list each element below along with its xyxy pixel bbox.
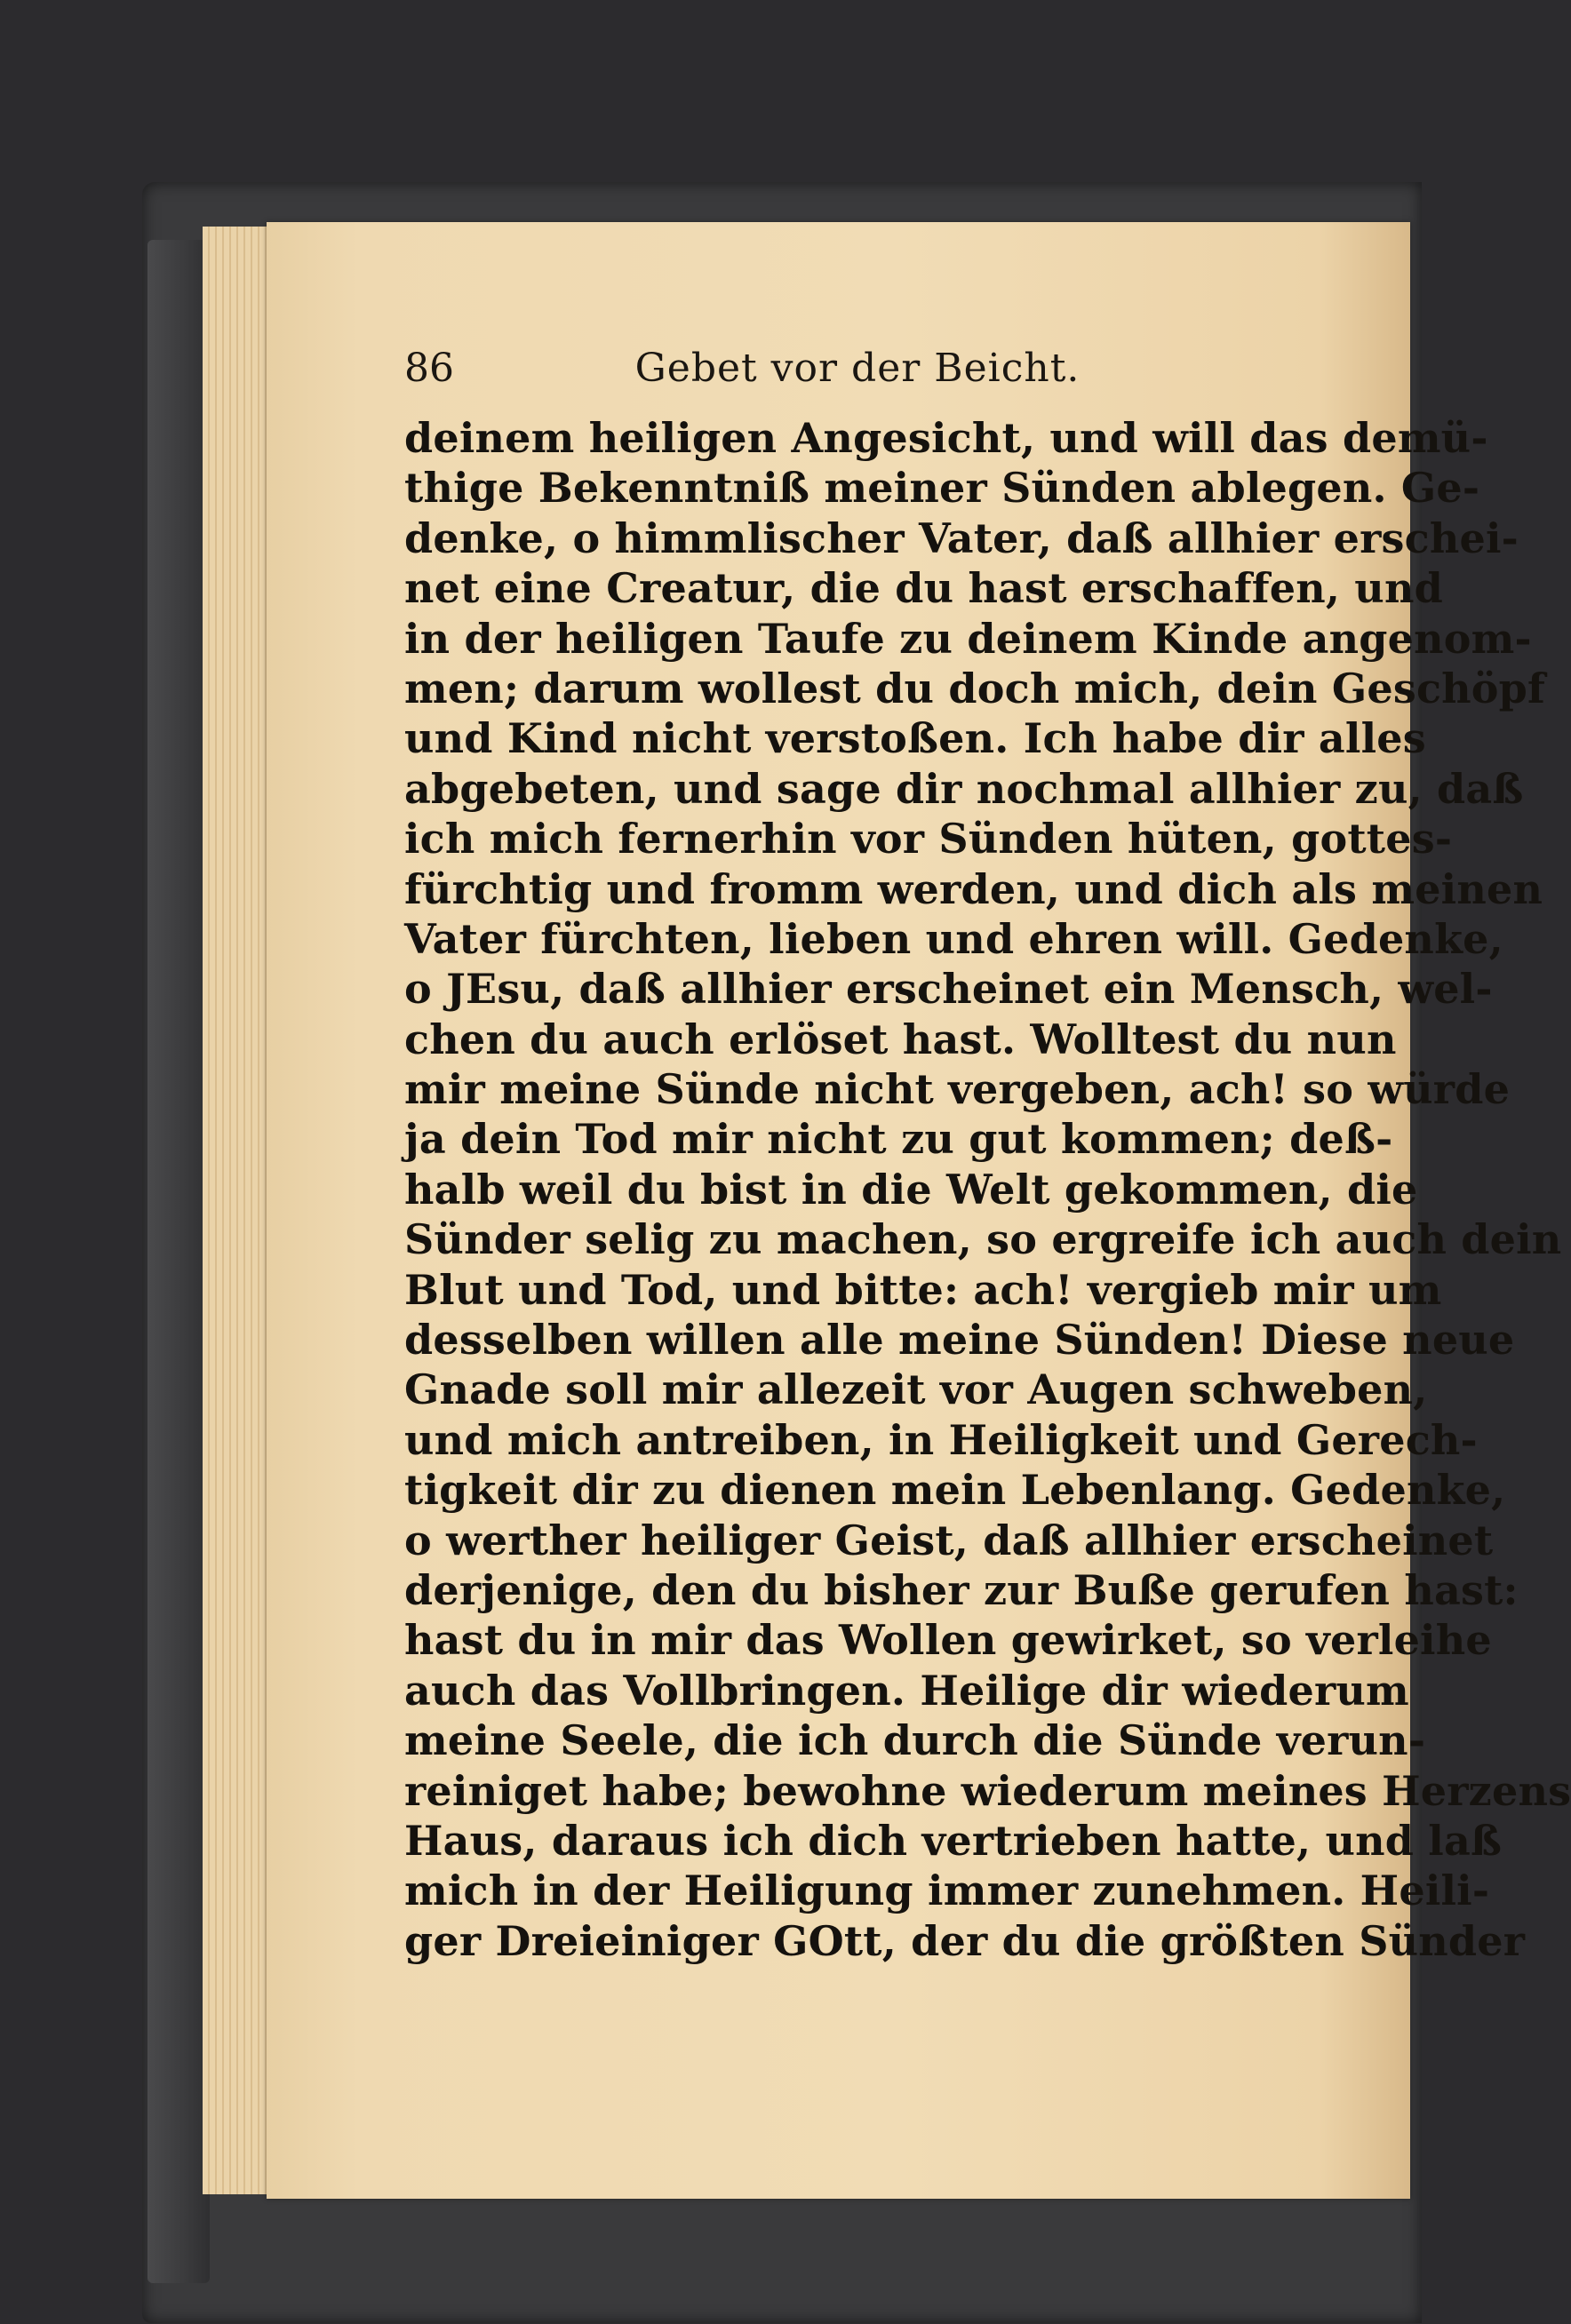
text-line: mir meine Sünde nicht vergeben, ach! so würde bbox=[404, 1065, 1511, 1114]
text-line: und Kind nicht verstoßen. Ich habe dir alles bbox=[404, 714, 1426, 763]
text-line: Blut und Tod, und bitte: ach! vergieb mir um bbox=[404, 1265, 1442, 1314]
text-line: o werther heiliger Geist, daß allhier erscheinet bbox=[404, 1516, 1494, 1564]
text-line: mich in der Heiligung immer zunehmen. Heili- bbox=[404, 1866, 1490, 1915]
text-line: chen du auch erlöset hast. Wolltest du nun bbox=[404, 1015, 1397, 1063]
text-line: und mich antreiben, in Heiligkeit und Gerech- bbox=[404, 1415, 1478, 1464]
text-line: in der heiligen Taufe zu deinem Kinde angenom- bbox=[404, 614, 1532, 663]
text-line: ich mich fernerhin vor Sünden hüten, gottes- bbox=[404, 815, 1453, 864]
text-line: meine Seele, die ich durch die Sünde verun- bbox=[404, 1716, 1426, 1765]
page-header bbox=[404, 338, 1311, 400]
text-line: hast du in mir das Wollen gewirket, so verleihe bbox=[404, 1616, 1492, 1665]
text-line: ger Dreieiniger GOtt, der du die größten Sünder bbox=[404, 1916, 1526, 1965]
text-line: Haus, daraus ich dich vertrieben hatte, und laß bbox=[404, 1816, 1503, 1865]
text-line: derjenige, den du bisher zur Buße gerufen hast: bbox=[404, 1565, 1519, 1614]
text-line: deinem heiligen Angesicht, und will das demü- bbox=[404, 414, 1488, 462]
text-line: halb weil du bist in die Welt gekommen, die bbox=[404, 1165, 1418, 1214]
running-title: Gebet vor der Beicht. bbox=[634, 346, 1081, 391]
text-line: fürchtig und fromm werden, und dich als meinen bbox=[404, 864, 1543, 913]
text-line: men; darum wollest du doch mich, dein Geschöpf bbox=[404, 664, 1546, 712]
text-line: ja dein Tod mir nicht zu gut kommen; deß- bbox=[404, 1115, 1393, 1164]
text-line: o JEsu, daß allhier erscheinet ein Mensch, wel- bbox=[404, 965, 1493, 1014]
text-line: denke, o himmlischer Vater, daß allhier erschei- bbox=[404, 513, 1519, 562]
text-line: Sünder selig zu machen, so ergreife ich auch dein bbox=[404, 1215, 1562, 1264]
text-line: net eine Creatur, die du hast erschaffen, und bbox=[404, 564, 1443, 613]
text-line: abgebeten, und sage dir nochmal allhier zu, daß bbox=[404, 764, 1524, 813]
body-text bbox=[404, 413, 1571, 1966]
book-spine-edge bbox=[148, 240, 210, 2283]
text-line: Vater fürchten, lieben und ehren will. Gedenke, bbox=[404, 914, 1503, 963]
text-line: tigkeit dir zu dienen mein Lebenlang. Gedenke, bbox=[404, 1466, 1506, 1515]
text-line: reiniget habe; bewohne wiederum meines Herzens bbox=[404, 1766, 1571, 1815]
page-number: 86 bbox=[404, 346, 454, 391]
text-line: Gnade soll mir allezeit vor Augen schweben, bbox=[404, 1365, 1428, 1414]
text-line: thige Bekenntniß meiner Sünden ablegen. Ge- bbox=[404, 464, 1480, 513]
text-line: auch das Vollbringen. Heilige dir wiederum bbox=[404, 1666, 1409, 1715]
text-line: desselben willen alle meine Sünden! Diese neue bbox=[404, 1316, 1515, 1365]
